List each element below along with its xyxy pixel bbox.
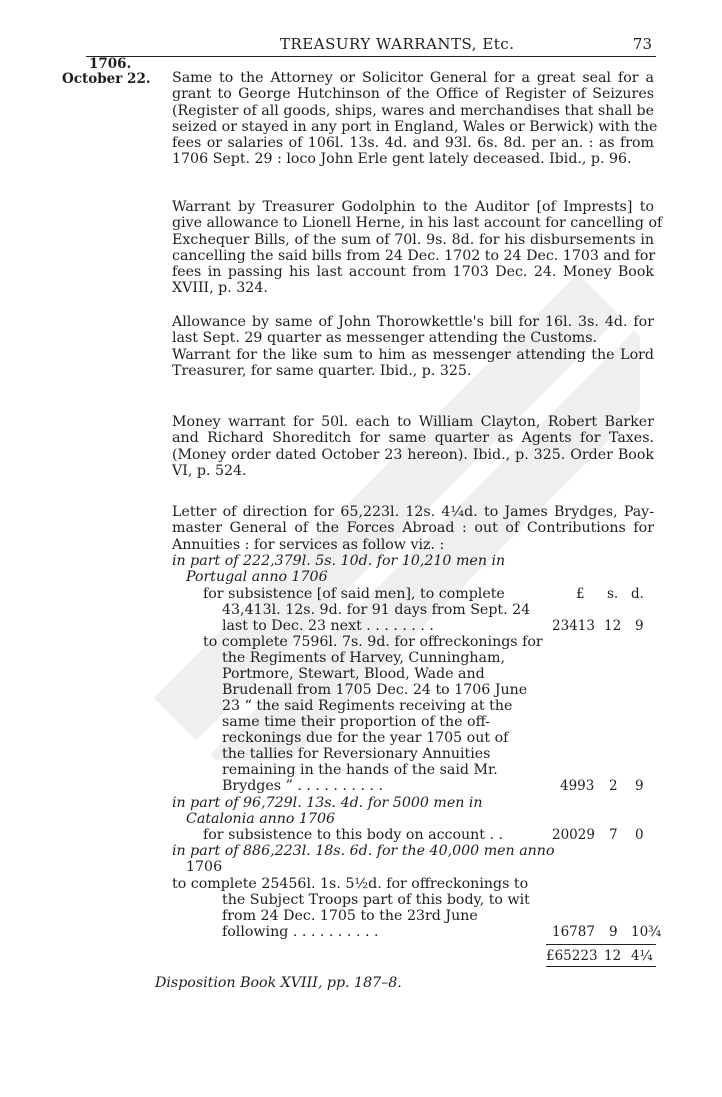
amount-pounds: 16787 <box>552 924 595 940</box>
item-line: to complete 7596l. 7s. 9d. for offreckonings for <box>203 634 543 650</box>
item-line: to complete 25456l. 1s. 5½d. for offreckonings to <box>172 876 529 892</box>
total-rule-bottom <box>546 966 656 967</box>
item-line: 23 “ the said Regiments receiving at the <box>222 698 513 714</box>
source-reference: Disposition Book XVIII, pp. 187–8. <box>155 975 402 991</box>
entry-line: Money warrant for 50l. each to William Clayton, Robert Barker <box>172 414 654 430</box>
forty-thousand-heading-line: in part of 886,223l. 18s. 6d. for the 40,000 men anno <box>172 843 555 859</box>
entry-line: grant to George Hutchinson of the Office of Register of Seizures <box>172 86 654 103</box>
entry-line: Warrant by Treasurer Godolphin to the Auditor [of Imprests] to <box>172 199 654 215</box>
margin-date-year: 1706. <box>89 56 132 72</box>
entry-thorowkettle <box>172 314 654 379</box>
entry-line: Treasurer, for same quarter. Ibid., p. 325. <box>172 362 472 379</box>
total-shillings: 12 <box>604 948 622 964</box>
entry-line: 1706 Sept. 29 : loco John Erle gent lately deceased. Ibid., p. 96. <box>172 151 632 168</box>
entry-line: give allowance to Lionell Herne, in his last account for cancelling of <box>172 215 663 232</box>
entry-line: Annuities : for services as follow viz. : <box>172 536 445 553</box>
item-line: for subsistence to this body on account . . <box>203 827 504 843</box>
item-line: same time their proportion of the off- <box>222 714 490 730</box>
entry-line: last Sept. 29 quarter as messenger attending the Customs. <box>172 330 598 347</box>
total-pounds: £65223 <box>546 948 598 964</box>
entry-line: Exchequer Bills, of the sum of 70l. 9s. 8d. for his disbursements in <box>172 231 654 248</box>
entry-money-warrant <box>172 414 654 479</box>
entry-great-seal <box>172 70 658 168</box>
entry-line: Allowance by same of John Thorowkettle's bill for 16l. 3s. 4d. for <box>172 314 654 330</box>
entry-warrant-herne <box>172 199 663 297</box>
entry-line: and Richard Shoreditch for same quarter as Agents for Taxes. <box>172 430 654 447</box>
page-title: TREASURY WARRANTS, Etc. <box>280 35 515 53</box>
amount-shillings: 7 <box>609 827 618 843</box>
item-line: reckonings due for the year 1705 out of <box>222 730 509 746</box>
header-rule <box>86 56 656 57</box>
entry-line: Warrant for the like sum to him as messenger attending the Lord <box>172 346 654 363</box>
entry-line: (Register of all goods, ships, wares and merchandises that shall be <box>172 102 654 119</box>
entry-line: (Money order dated October 23 hereon). Ibid., p. 325. Order Book <box>172 446 654 463</box>
forty-thousand-heading-line: 1706 <box>186 859 223 875</box>
amount-shillings: 2 <box>609 778 618 794</box>
margin-date-day: October 22. <box>62 71 151 87</box>
item-line: following . . . . . . . . . . <box>222 924 379 940</box>
entry-line: Letter of direction for 65,223l. 12s. 4¼d. to James Brydges, Pay- <box>172 504 654 520</box>
item-line: for subsistence [of said men], to complete <box>203 586 505 602</box>
item-line: Portmore, Stewart, Blood, Wade and <box>222 666 485 682</box>
amount-pounds: 4993 <box>560 778 595 794</box>
total-rule-top <box>546 944 656 945</box>
amount-pence: 0 <box>635 827 644 843</box>
entry-line: VI, p. 524. <box>172 462 247 479</box>
amount-shillings: 9 <box>609 924 618 940</box>
entry-line: XVIII, p. 324. <box>172 280 268 297</box>
column-head-pounds: £ <box>576 586 585 602</box>
catalonia-heading-line: in part of 96,729l. 13s. 4d. for 5000 men in <box>172 795 483 811</box>
item-line: the Regiments of Harvey, Cunningham, <box>222 650 505 666</box>
amount-pounds: 23413 <box>552 618 595 634</box>
page-number: 73 <box>632 35 652 53</box>
amount-shillings: 12 <box>604 618 622 634</box>
item-line: last to Dec. 23 next . . . . . . . . <box>222 618 434 634</box>
portugal-heading-line: in part of 222,379l. 5s. 10d. for 10,210 men in <box>172 553 506 569</box>
entry-line: Same to the Attorney or Solicitor General for a great seal for a <box>172 70 654 86</box>
column-head-shillings: s. <box>607 586 619 602</box>
total-pence: 4¼ <box>631 948 653 964</box>
portugal-heading-line: Portugal anno 1706 <box>186 569 328 585</box>
amount-pence: 9 <box>635 618 644 634</box>
item-line: 43,413l. 12s. 9d. for 91 days from Sept. 24 <box>222 602 531 618</box>
item-line: Brydges ” . . . . . . . . . . <box>222 778 384 794</box>
page-header <box>0 36 722 54</box>
catalonia-heading-line: Catalonia anno 1706 <box>186 811 336 827</box>
entry-line: master General of the Forces Abroad : out of Contributions for <box>172 520 654 537</box>
entry-line: seized or stayed in any port in England, Wales or Berwick) with the <box>172 118 658 135</box>
amount-pence: 9 <box>635 778 644 794</box>
column-head-pence: d. <box>631 586 644 602</box>
entry-line: fees or salaries of 106l. 13s. 4d. and 93l. 6s. 8d. per an. : as from <box>172 135 654 152</box>
amount-pounds: 20029 <box>552 827 595 843</box>
entry-line: fees in passing his last account from 1703 Dec. 24. Money Book <box>172 264 654 281</box>
item-line: remaining in the hands of the said Mr. <box>222 762 498 778</box>
item-line: the Subject Troops part of this body, to wit <box>222 892 530 908</box>
item-line: from 24 Dec. 1705 to the 23rd June <box>222 908 478 924</box>
item-line: the tallies for Reversionary Annuities <box>222 746 491 762</box>
amount-pence: 10¾ <box>631 924 662 940</box>
letter-intro <box>172 504 654 553</box>
entry-line: cancelling the said bills from 24 Dec. 1702 to 24 Dec. 1703 and for <box>172 247 656 264</box>
item-line: Brudenall from 1705 Dec. 24 to 1706 June <box>222 682 528 698</box>
